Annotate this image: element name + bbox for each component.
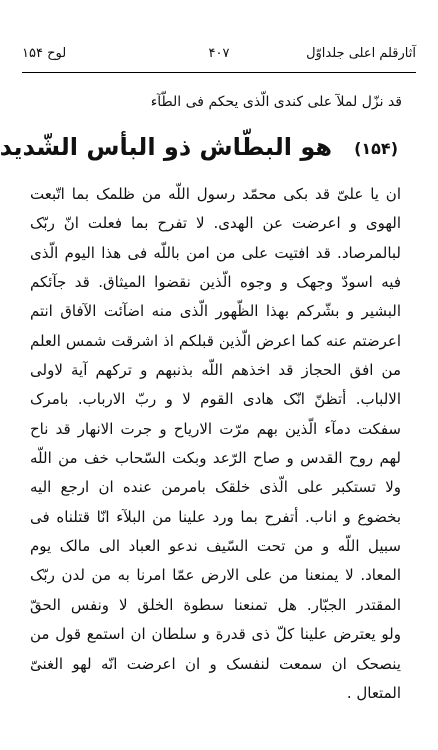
- tablet-body: [30, 180, 401, 708]
- body-line: من افق الحجاز قد اخذهم اللّه بذنبهم و ترکهم آیة لاولی: [30, 361, 401, 380]
- body-line: ولا تستکبر علی الّذی خلقک بامرمن عنده ان ارجع الیه: [30, 478, 401, 497]
- tablet-heading: [0, 133, 398, 161]
- page-number: ۴۰۷: [208, 46, 230, 61]
- body-line: لهم روح القدس و صاح الرّعد وبکت السّحاب خف من اللّه: [30, 449, 401, 468]
- header-rule: [22, 72, 416, 73]
- preceding-text: قد نزّل لملآ علی کندی الّذی یحکم فی الطّآء: [150, 94, 402, 110]
- body-line: بخضوع و اناب. أتفرح بما ورد علینا من البلآء انّا قتلناه فی: [30, 507, 401, 526]
- book-title: آثارقلم اعلی جلداوّل: [306, 46, 416, 61]
- body-line: لبالمرصاد. قد افتیت علی من امن باللّه فی هذا الیوم الّذی: [30, 243, 401, 262]
- body-line: ولو یعترض علینا کلّ ذی قدرة و سلطان ان استمع قول من: [30, 625, 401, 644]
- body-line: المتعال .: [346, 683, 401, 702]
- tablet-title: هو البطّاش ذو البأس الشّدید: [0, 133, 333, 161]
- body-line: البشیر و بشّرکم بهذا الظّهور الّذی منه اضآئت الآفاق انتم: [30, 302, 401, 321]
- body-line: الالباب. أتظنّ انّک هادی القوم لا و ربّ الارباب. بامرک: [30, 390, 401, 409]
- page-header: [22, 46, 416, 66]
- body-line: سبیل اللّه و من تحت السّیف ندعو العباد الی مالک یوم: [30, 537, 401, 556]
- plate-number: لوح ۱۵۴: [22, 46, 67, 61]
- body-line: الهوی و اعرضت عن الهدی. لا تفرح بما فعلت انّ ربّک: [30, 214, 401, 233]
- body-line: المعاد. لا یمنعنا من علی الارض عمّا امرنا به من لدن ربّک: [30, 566, 401, 585]
- tablet-number: (۱۵۴): [354, 138, 398, 158]
- body-line: ینصحک ان سمعت لنفسک و ان اعرضت انّه لهو الغنیّ: [30, 654, 401, 673]
- body-line: المقتدر الجبّار. هل تمنعنا سطوة الخلق لا ونفس الحقّ: [30, 595, 401, 614]
- body-line: اعرضتم عنه کما اعرض الّذین قبلکم اذ اشرقت شمس العلم: [30, 331, 401, 350]
- body-line: سفکت دمآء الّذین بهم مرّت الاریاح و جرت الانهار قد ناح: [30, 419, 401, 438]
- body-line: ان یا علیّ قد بکی محمّد رسول اللّه من ظلمک بما اتّبعت: [30, 185, 401, 203]
- body-line: فیه اسودّ وجهک و وجوه الّذین نقضوا المیثاق. قد جآئکم: [30, 273, 401, 292]
